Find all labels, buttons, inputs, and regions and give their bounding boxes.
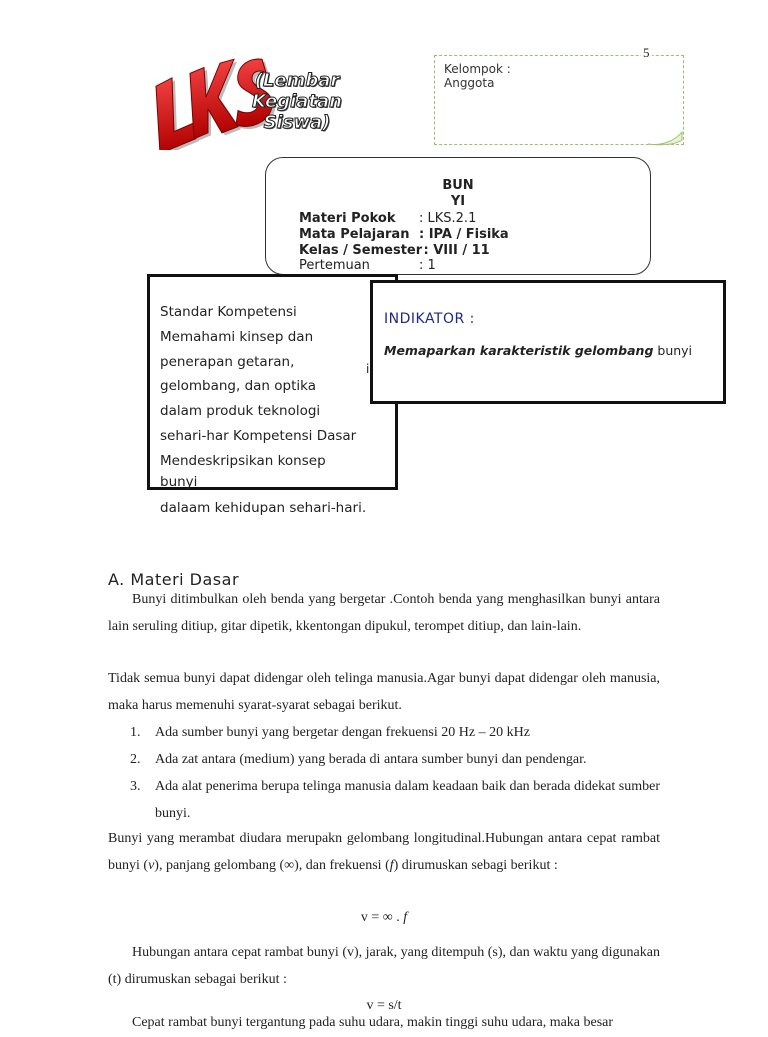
info-key: Kelas / Semester [299, 243, 423, 258]
competence-mark: i [366, 362, 370, 376]
info-key: Pertemuan [299, 258, 370, 273]
indicator-body [384, 343, 692, 358]
formula-wave-speed [108, 910, 660, 926]
p3-part: ), panjang gelombang (∞), dan frekuensi ( [154, 857, 390, 873]
paragraph-5: Cepat rambat bunyi tergantung pada suhu udara, makin tinggi suhu udara, maka besar [132, 1015, 614, 1030]
info-value: : VIII / 11 [419, 243, 490, 258]
topic-title [265, 178, 651, 210]
competence-line: gelombang, dan optika [160, 378, 317, 395]
info-value: : LKS.2.1 [419, 211, 477, 226]
formula-distance: v = s/t [366, 998, 402, 1013]
list-item [130, 774, 660, 827]
indicator-title: INDIKATOR : [384, 311, 475, 327]
formula-part: v = ∞ . [360, 910, 404, 925]
logo-caption-line: Kegiatan [252, 91, 342, 112]
indicator-body-bold: Memaparkan karakteristik gelombang [384, 343, 654, 358]
kelompok-label: Kelompok : [444, 62, 511, 76]
topic-line: YI [450, 194, 466, 209]
list-text: Ada zat antara (medium) yang berada di antara sumber bunyi dan pendengar. [155, 752, 587, 767]
anggota-label: Anggota [444, 76, 495, 90]
competence-line: Mendeskripsikan konsep [160, 452, 326, 469]
competence-line: bunyi [160, 473, 198, 490]
indicator-body-rest: bunyi [653, 343, 693, 358]
info-row-mapel [299, 227, 509, 243]
list-text: Ada sumber bunyi yang bergetar dengan frekuensi 20 Hz – 20 kHz [155, 725, 530, 740]
logo-caption-line: (Lembar [254, 70, 340, 91]
competence-line: Memahami kinsep dan [160, 328, 314, 345]
list-item [130, 747, 660, 774]
paragraph-3 [108, 826, 660, 879]
competence-text [160, 300, 385, 490]
info-key: Materi Pokok [299, 211, 396, 226]
logo-caption-line: Siswa) [263, 112, 331, 133]
competence-line: penerapan getaran, [160, 353, 295, 370]
info-value: : IPA / Fisika [419, 227, 509, 242]
symbol-f: f [389, 857, 394, 873]
list-item [130, 720, 660, 747]
list-number: 1. [130, 725, 141, 740]
p3-part: ) dirumuskan sebagi berikut : [393, 857, 558, 873]
list-text: Ada alat penerima berupa telinga manusia dalam keadaan baik dan berada didekat sumber bunyi. [155, 779, 660, 821]
formula-f: f [403, 910, 408, 925]
info-row-pertemuan [299, 258, 436, 274]
section-heading: A. Materi Dasar [108, 570, 240, 589]
competence-tail: dalaam kehidupan sehari-hari. [160, 500, 367, 516]
competence-line: Standar Kompetensi [160, 304, 297, 320]
topic-line: BUN [442, 178, 474, 193]
paragraph-2: Tidak semua bunyi dapat didengar oleh telinga manusia.Agar bunyi dapat didengar oleh manusia, maka harus memenuhi syarat-syarat sebagai berikut. [108, 671, 660, 713]
list-number: 3. [130, 779, 141, 794]
indicator-box [370, 280, 726, 404]
page-number: 5 [643, 45, 650, 60]
paragraph-1: Bunyi ditimbulkan oleh benda yang bergetar .Contoh benda yang menghasilkan bunyi antara lain seruling ditiup, gitar dipetik, kkentongan dipukul, terompet ditiup, dan lain-lain. [108, 592, 660, 634]
info-key: Mata Pelajaran [299, 227, 410, 242]
info-value: : 1 [419, 258, 436, 273]
competence-line: dalam produk teknologi [160, 403, 321, 420]
logo-caption [232, 70, 362, 133]
info-row-kelas [299, 243, 490, 259]
page-curl-icon [646, 128, 686, 148]
list-number: 2. [130, 752, 141, 767]
paragraph-4: Hubungan antara cepat rambat bunyi (v), jarak, yang ditempuh (s), dan waktu yang digunakan (t) dirumuskan sebagai berikut : [108, 945, 660, 987]
symbol-v: v [148, 857, 155, 873]
competence-line: sehari-har Kompetensi Dasar [160, 427, 357, 444]
info-row-materi [299, 211, 476, 227]
p3-part: Bunyi yang merambat diudara merupakn gelombang longitudinal.Hubungan antara cepat rambat bunyi ( [108, 831, 660, 873]
